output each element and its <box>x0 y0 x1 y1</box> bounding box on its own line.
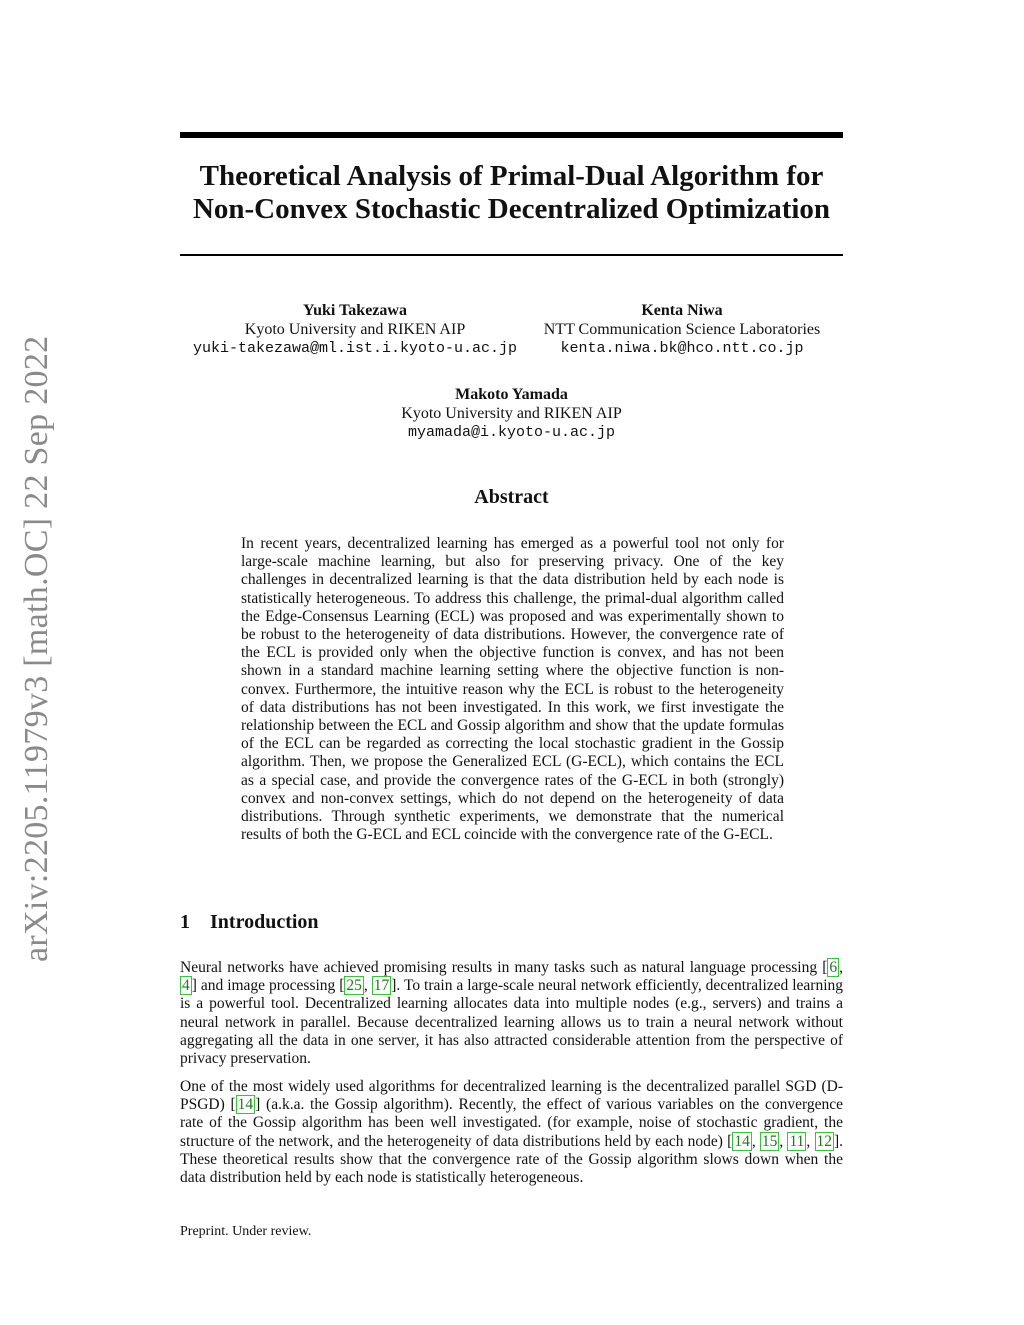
citation-link[interactable]: 25 <box>346 977 362 995</box>
title-line-1: Theoretical Analysis of Primal-Dual Algorithm for <box>199 160 824 192</box>
text-run: ] (a.k.a. the Gossip algorithm). Recently, the effect of various variables on the convergence rate of the Gossip algorithm has been well investigated. (for example, noise of stochastic gradient, the structure of the network, and the heterogeneity of data distributions held by each node) [ <box>180 1096 843 1150</box>
intro-paragraph-2 <box>180 1078 843 1187</box>
author-name: Makoto Yamada <box>455 386 568 403</box>
author-email[interactable]: myamada@i.kyoto-u.ac.jp <box>407 424 616 441</box>
author-block-3 <box>180 385 843 442</box>
text-run: ]. To train a large-scale neural network efficiently, decentralized learning is a powerful tool. Decentralized learning allocates data into multiple nodes (e.g., servers) and trains a neural network in parallel. Because decentralized learning allows us to train a neural network without aggregating all the data in one server, it has also attracted considerable attention from the perspective of privacy preservation. <box>180 977 843 1068</box>
citation-link[interactable]: 14 <box>237 1096 254 1114</box>
text-run: , <box>779 1132 788 1150</box>
text-run: , <box>751 1132 760 1150</box>
author-block-2 <box>522 301 842 358</box>
text-run: ]. These theoretical results show that the convergence rate of the Gossip algorithm slows down when the data distribution held by each node is statistically heterogeneous. <box>180 1132 844 1187</box>
citation-link[interactable]: 11 <box>789 1132 805 1150</box>
citation-link[interactable]: 12 <box>816 1132 832 1150</box>
arxiv-identifier-stamp: arXiv:2205.11979v3 [math.OC] 22 Sep 2022 <box>18 335 55 962</box>
text-run: , <box>806 1132 815 1150</box>
text-run: , <box>363 977 372 995</box>
citation-link[interactable]: 14 <box>734 1132 750 1150</box>
section-heading-introduction <box>180 911 843 934</box>
author-email[interactable]: kenta.niwa.bk@hco.ntt.co.jp <box>560 340 804 357</box>
title-line-2: Non-Convex Stochastic Decentralized Optimization <box>192 193 831 225</box>
author-block-1 <box>180 301 530 358</box>
title-top-rule <box>180 132 843 138</box>
section-number: 1 <box>180 911 190 933</box>
section-title: Introduction <box>210 911 319 933</box>
footer-note: Preprint. Under review. <box>180 1224 312 1239</box>
citation-link[interactable]: 17 <box>373 977 390 995</box>
author-name: Kenta Niwa <box>641 302 723 319</box>
text-run: , <box>839 959 843 976</box>
author-email[interactable]: yuki-takezawa@ml.ist.i.kyoto-u.ac.jp <box>192 340 518 357</box>
title-bottom-rule <box>180 254 843 256</box>
abstract-heading: Abstract <box>474 486 549 508</box>
author-name: Yuki Takezawa <box>303 302 407 319</box>
text-run: One of the most widely used algorithms for decentralized learning is the decentralized parallel SGD (D-PSGD) [ <box>180 1078 843 1114</box>
citation-link[interactable]: 6 <box>829 959 838 976</box>
text-run: Neural networks have achieved promising results in many tasks such as natural language processing [ <box>180 959 828 976</box>
intro-paragraph-1 <box>180 959 843 1068</box>
abstract-text: In recent years, decentralized learning has emerged as a powerful tool not only for large-scale machine learning, but also for preserving privacy. One of the key challenges in decentralized learning is that the data distribution held by each node is statistically heterogeneous. To address this challenge, the primal-dual algorithm called the Edge-Consensus Learning (ECL) was proposed and was experimentally shown to be robust to the heterogeneity of data distributions. However, the convergence rate of the ECL is provided only when the objective function is convex, and has not been shown in a standard machine learning setting where the objective function is non-convex. Furthermore, the intuitive reason why the ECL is robust to the heterogeneity of data distributions has not been investigated. In this work, we first investigate the relationship between the ECL and Gossip algorithm and show that the update formulas of the ECL can be regarded as correcting the local stochastic gradient in the Gossip algorithm. Then, we propose the Generalized ECL (G-ECL), which contains the ECL as a special case, and provide the convergence rates of the G-ECL in both (strongly) convex and non-convex settings, which do not depend on the heterogeneity of data distributions. Through synthetic experiments, we demonstrate that the numerical results of both the G-ECL and ECL coincide with the convergence rate of the G-ECL. <box>241 535 784 844</box>
citation-link[interactable]: 4 <box>182 977 190 995</box>
author-affiliation: Kyoto University and RIKEN AIP <box>244 321 466 338</box>
paper-title <box>180 160 843 226</box>
author-affiliation: Kyoto University and RIKEN AIP <box>401 405 622 422</box>
text-run: ] and image processing [ <box>191 977 345 995</box>
citation-link[interactable]: 15 <box>761 1132 778 1150</box>
author-affiliation: NTT Communication Science Laboratories <box>543 321 821 338</box>
